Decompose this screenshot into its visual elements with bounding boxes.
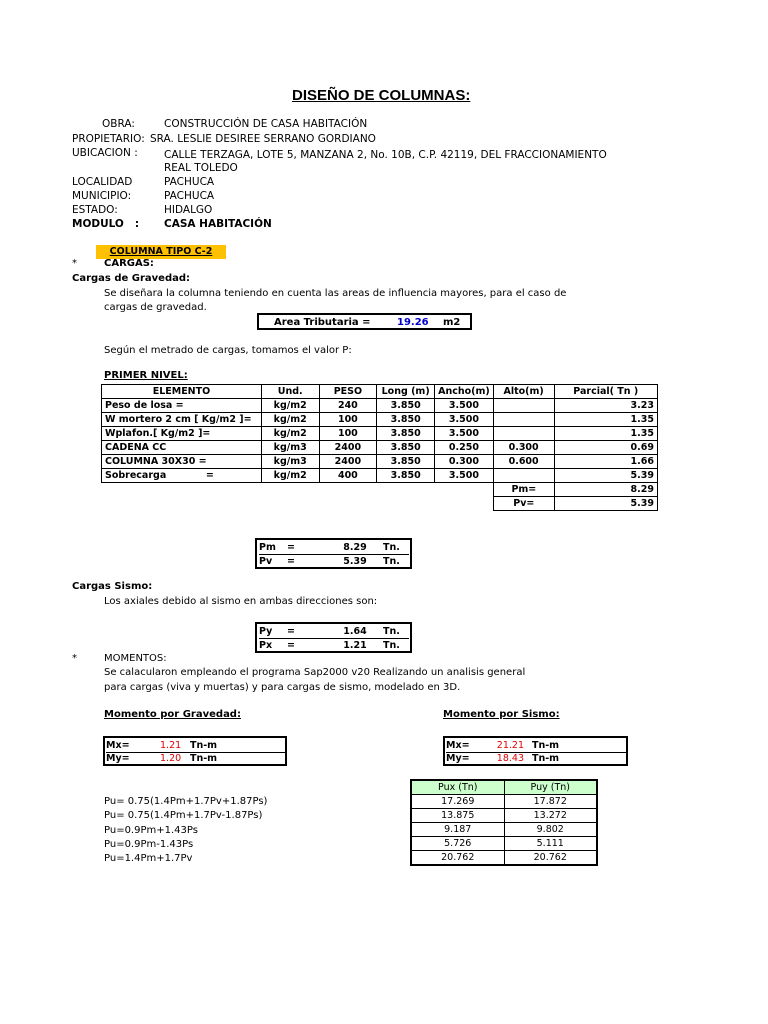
- cell-ancho: 0.250: [435, 441, 494, 455]
- momento-sismo-heading: Momento por Sismo:: [443, 709, 560, 720]
- cargas-bullet: *: [72, 258, 77, 269]
- cell-elemento: Wplafon.[ Kg/m2 ]=: [102, 427, 262, 441]
- primer-nivel-heading: PRIMER NIVEL:: [104, 370, 188, 381]
- formula-1: Pu= 0.75(1.4Pm+1.7Pv+1.87Ps): [104, 796, 268, 807]
- page-title: DISEÑO DE COLUMNAS:: [292, 87, 471, 104]
- col-header-long: Long (m): [377, 385, 435, 399]
- modulo-label: MODULO :: [72, 218, 140, 230]
- momentos-bullet: *: [72, 653, 77, 664]
- total-value: 5.39: [554, 497, 657, 511]
- mx-sismo-value: 21.21: [496, 740, 524, 751]
- cell-parcial: 1.66: [554, 455, 657, 469]
- cell-long: 3.850: [377, 469, 435, 483]
- table-row: [102, 427, 658, 441]
- sismo-heading: Cargas Sismo:: [72, 581, 153, 592]
- formula-3: Pu=0.9Pm+1.43Ps: [104, 825, 198, 836]
- momento-gravedad-box: [103, 736, 287, 766]
- table-row: [411, 809, 597, 823]
- px-label: Px: [259, 640, 273, 651]
- estado-label: ESTADO:: [72, 204, 118, 216]
- cell-elemento: COLUMNA 30X30 =: [102, 455, 262, 469]
- cell-peso: 400: [319, 469, 377, 483]
- municipio-value: PACHUCA: [164, 190, 215, 202]
- my-sismo-label: My=: [446, 753, 470, 764]
- cell-ancho: 3.500: [435, 399, 494, 413]
- cell-peso: 2400: [319, 455, 377, 469]
- table-row: [411, 823, 597, 837]
- metrado-text: Según el metrado de cargas, tomamos el valor P:: [104, 345, 352, 356]
- px-eq: =: [287, 640, 295, 651]
- mx-grav-unit: Tn-m: [190, 740, 218, 751]
- mx-grav-row: [106, 739, 286, 753]
- puy-cell: 20.762: [504, 851, 597, 866]
- py-label: Py: [259, 626, 273, 637]
- pux-cell: 17.269: [411, 795, 504, 809]
- gravedad-text-1: Se diseñara la columna teniendo en cuenta las areas de influencia mayores, para el caso de: [104, 288, 567, 299]
- pm-eq: =: [287, 542, 295, 553]
- pm-pv-box: [255, 538, 412, 569]
- px-row: [259, 639, 409, 652]
- total-label: Pm=: [494, 483, 555, 497]
- pu-header-row: [411, 780, 597, 795]
- momento-sismo-box: [443, 736, 628, 766]
- cell-und: kg/m3: [261, 441, 319, 455]
- cell-ancho: 3.500: [435, 413, 494, 427]
- my-grav-unit: Tn-m: [190, 753, 218, 764]
- cell-alto: [493, 469, 554, 483]
- municipio-label: MUNICIPIO:: [72, 190, 132, 202]
- py-row: [259, 625, 409, 639]
- cargas-label: CARGAS:: [104, 258, 154, 269]
- cell-parcial: 5.39: [554, 469, 657, 483]
- col-header-ancho: Ancho(m): [435, 385, 494, 399]
- cell-und: kg/m2: [261, 413, 319, 427]
- pux-cell: 20.762: [411, 851, 504, 866]
- puy-cell: 13.272: [504, 809, 597, 823]
- cell-elemento: W mortero 2 cm [ Kg/m2 ]=: [102, 413, 262, 427]
- col-header-und: Und.: [261, 385, 319, 399]
- cell-alto: [493, 427, 554, 441]
- cell-elemento: Peso de losa =: [102, 399, 262, 413]
- py-px-box: [255, 622, 412, 653]
- cell-long: 3.850: [377, 399, 435, 413]
- table-row: [411, 795, 597, 809]
- cell-alto: 0.300: [493, 441, 554, 455]
- col-header-peso: PESO: [319, 385, 377, 399]
- table-header-row: [102, 385, 658, 399]
- pm-value: 8.29: [343, 542, 367, 553]
- cell-elemento: Sobrecarga =: [102, 469, 262, 483]
- puy-cell: 9.802: [504, 823, 597, 837]
- pux-cell: 13.875: [411, 809, 504, 823]
- localidad-value: PACHUCA: [164, 176, 215, 188]
- px-unit: Tn.: [383, 640, 400, 651]
- area-tributaria-box: [257, 313, 472, 330]
- pv-value: 5.39: [343, 556, 367, 567]
- pux-cell: 5.726: [411, 837, 504, 851]
- pv-eq: =: [287, 556, 295, 567]
- table-row: [102, 413, 658, 427]
- pux-cell: 9.187: [411, 823, 504, 837]
- area-unit: m2: [443, 317, 461, 328]
- momentos-text-2: para cargas (viva y muertas) y para cargas de sismo, modelado en 3D.: [104, 682, 461, 693]
- pux-header: Pux (Tn): [411, 780, 504, 795]
- cell-long: 3.850: [377, 427, 435, 441]
- cell-long: 3.850: [377, 441, 435, 455]
- totals-table: [493, 482, 658, 511]
- cell-und: kg/m2: [261, 399, 319, 413]
- mx-sismo-label: Mx=: [446, 740, 470, 751]
- puy-cell: 5.111: [504, 837, 597, 851]
- cell-ancho: 3.500: [435, 469, 494, 483]
- propietario-value: SRA. LESLIE DESIREE SERRANO GORDIANO: [150, 133, 376, 145]
- cell-parcial: 0.69: [554, 441, 657, 455]
- mx-sismo-unit: Tn-m: [532, 740, 560, 751]
- mx-grav-value: 1.21: [160, 740, 182, 751]
- ubicacion-value-2: REAL TOLEDO: [164, 162, 238, 174]
- pm-row: [259, 541, 409, 555]
- gravedad-heading: Cargas de Gravedad:: [72, 273, 191, 284]
- table-row: [102, 469, 658, 483]
- cell-long: 3.850: [377, 455, 435, 469]
- table-row: [102, 455, 658, 469]
- pm-unit: Tn.: [383, 542, 400, 553]
- column-type-label: COLUMNA TIPO C-2: [109, 246, 213, 257]
- py-value: 1.64: [343, 626, 367, 637]
- table-row: [411, 837, 597, 851]
- py-unit: Tn.: [383, 626, 400, 637]
- cell-alto: [493, 413, 554, 427]
- my-grav-label: My=: [106, 753, 130, 764]
- cell-long: 3.850: [377, 413, 435, 427]
- cell-alto: [493, 399, 554, 413]
- momento-gravedad-heading: Momento por Gravedad:: [104, 709, 241, 720]
- pv-row: [259, 555, 409, 568]
- px-value: 1.21: [343, 640, 367, 651]
- my-sismo-row: [446, 752, 627, 765]
- mx-grav-label: Mx=: [106, 740, 130, 751]
- total-row-pm: [494, 483, 658, 497]
- my-sismo-unit: Tn-m: [532, 753, 560, 764]
- pu-table: [410, 779, 598, 866]
- formula-5: Pu=1.4Pm+1.7Pv: [104, 853, 193, 864]
- area-label: Area Tributaria =: [274, 317, 371, 328]
- propietario-label: PROPIETARIO:: [72, 133, 145, 145]
- obra-value: CONSTRUCCIÓN DE CASA HABITACIÓN: [164, 118, 368, 130]
- ubicacion-label: UBICACION :: [72, 147, 138, 159]
- cell-peso: 2400: [319, 441, 377, 455]
- cell-peso: 240: [319, 399, 377, 413]
- cargas-table: [101, 384, 658, 483]
- table-row: [411, 851, 597, 866]
- ubicacion-value: CALLE TERZAGA, LOTE 5, MANZANA 2, No. 10B, C.P. 42119, DEL FRACCIONAMIENTO: [164, 149, 607, 161]
- col-header-parcial: Parcial( Tn ): [554, 385, 657, 399]
- cell-parcial: 1.35: [554, 413, 657, 427]
- total-label: Pv=: [494, 497, 555, 511]
- mx-sismo-row: [446, 739, 627, 753]
- formula-2: Pu= 0.75(1.4Pm+1.7Pv-1.87Ps): [104, 810, 263, 821]
- momentos-label: MOMENTOS:: [104, 653, 167, 664]
- area-value: 19.26: [397, 317, 429, 328]
- my-sismo-value: 18.43: [496, 753, 524, 764]
- total-row-pv: [494, 497, 658, 511]
- obra-label: OBRA:: [102, 118, 135, 130]
- my-grav-value: 1.20: [160, 753, 182, 764]
- formula-4: Pu=0.9Pm-1.43Ps: [104, 839, 194, 850]
- pv-label: Pv: [259, 556, 273, 567]
- cell-peso: 100: [319, 427, 377, 441]
- cell-und: kg/m2: [261, 469, 319, 483]
- cell-parcial: 1.35: [554, 427, 657, 441]
- cell-alto: 0.600: [493, 455, 554, 469]
- localidad-label: LOCALIDAD: [72, 176, 133, 188]
- puy-header: Puy (Tn): [504, 780, 597, 795]
- pv-unit: Tn.: [383, 556, 400, 567]
- my-grav-row: [106, 752, 286, 765]
- estado-value: HIDALGO: [164, 204, 213, 216]
- modulo-value: CASA HABITACIÓN: [164, 218, 272, 230]
- table-row: [102, 399, 658, 413]
- cell-ancho: 3.500: [435, 427, 494, 441]
- sismo-text: Los axiales debido al sismo en ambas direcciones son:: [104, 596, 378, 607]
- cell-und: kg/m2: [261, 427, 319, 441]
- table-row: [102, 441, 658, 455]
- py-eq: =: [287, 626, 295, 637]
- col-header-elemento: ELEMENTO: [102, 385, 262, 399]
- momentos-text-1: Se calacularon empleando el programa Sap2000 v20 Realizando un analisis general: [104, 667, 526, 678]
- cell-peso: 100: [319, 413, 377, 427]
- puy-cell: 17.872: [504, 795, 597, 809]
- cell-parcial: 3.23: [554, 399, 657, 413]
- cell-und: kg/m3: [261, 455, 319, 469]
- gravedad-text-2: cargas de gravedad.: [104, 302, 207, 313]
- column-type-tag: [96, 245, 226, 259]
- total-value: 8.29: [554, 483, 657, 497]
- cell-elemento: CADENA CC: [102, 441, 262, 455]
- col-header-alto: Alto(m): [493, 385, 554, 399]
- cell-ancho: 0.300: [435, 455, 494, 469]
- pm-label: Pm: [259, 542, 276, 553]
